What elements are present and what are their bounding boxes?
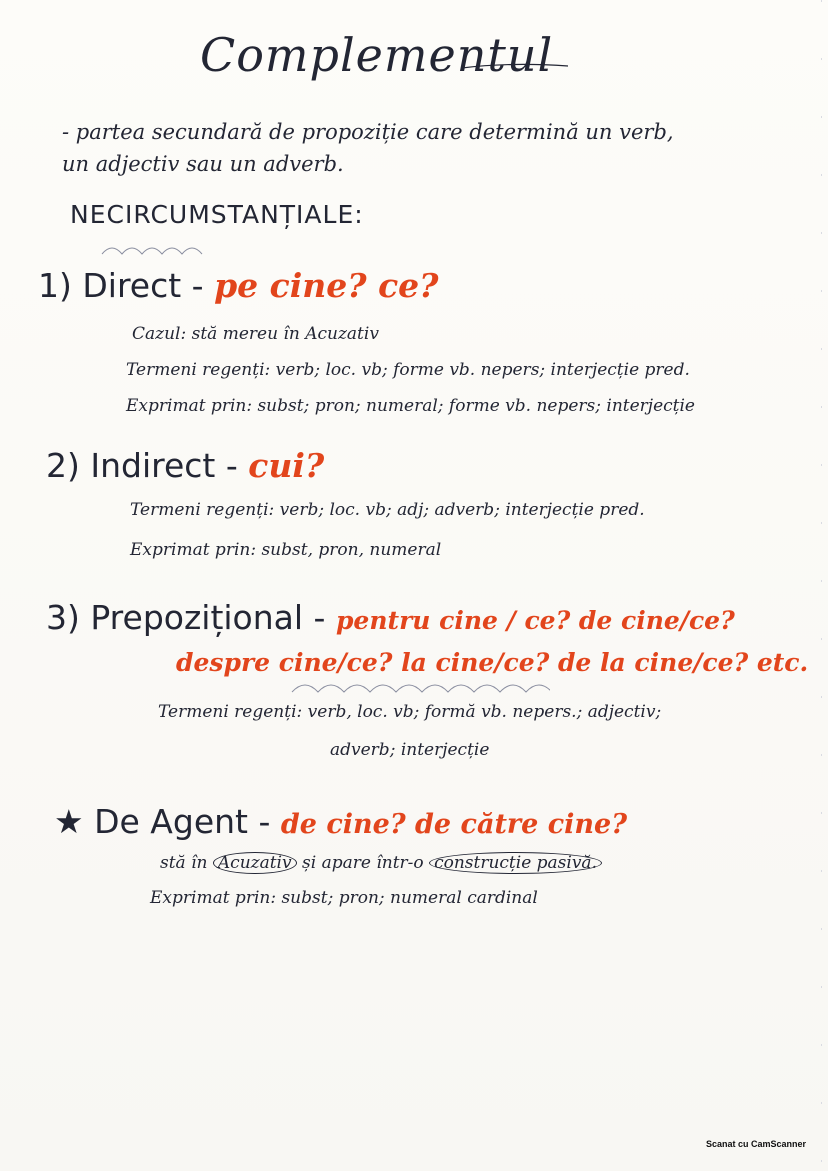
- definition-line-1: - partea secundară de propoziție care determină un verb,: [62, 120, 674, 144]
- indirect-question: cui?: [248, 446, 325, 485]
- prepositional-heading: [46, 598, 735, 637]
- indirect-heading: [46, 446, 324, 485]
- direct-regent-terms: Termeni regenți: verb; loc. vb; forme vb. nepers; interjecție pred.: [126, 360, 690, 380]
- agent-construction-circled: construcție pasivă.: [429, 852, 602, 874]
- prepositional-label: 3) Prepozițional -: [46, 598, 326, 637]
- page-title: Complementul: [200, 28, 554, 82]
- direct-case: Cazul: stă mereu în Acuzativ: [132, 324, 379, 344]
- direct-label: 1) Direct -: [38, 266, 204, 305]
- prepositional-regent-terms-cont: adverb; interjecție: [330, 740, 490, 760]
- agent-label: De Agent -: [94, 802, 271, 841]
- agent-case-pre: stă în: [160, 853, 208, 873]
- page-margin-line: [821, 0, 822, 1171]
- agent-question: de cine? de către cine?: [280, 809, 628, 840]
- agent-case-mid: și apare într-o: [302, 853, 424, 873]
- star-icon: ★: [54, 802, 84, 841]
- direct-expressed-by: Exprimat prin: subst; pron; numeral; forme vb. nepers; interjecție: [126, 396, 695, 416]
- prepositional-question-2: despre cine/ce? la cine/ce? de la cine/ce? etc.: [176, 648, 809, 677]
- prepositional-question-1: pentru cine / ce? de cine/ce?: [335, 606, 735, 635]
- title-underline: [460, 60, 570, 72]
- scanner-watermark: Scanat cu CamScanner: [705, 1139, 806, 1149]
- indirect-label: 2) Indirect -: [46, 446, 238, 485]
- definition-line-2: un adjectiv sau un adverb.: [62, 152, 344, 176]
- agent-case-circled: Acuzativ: [213, 852, 297, 874]
- prepositional-regent-terms: Termeni regenți: verb, loc. vb; formă vb. nepers.; adjectiv;: [158, 702, 662, 722]
- agent-heading: [54, 802, 627, 841]
- heading-squiggle: [100, 244, 220, 258]
- agent-case-line: [160, 852, 602, 874]
- prepositional-squiggle: [290, 680, 550, 698]
- section-heading: NECIRCUMSTANȚIALE:: [70, 200, 364, 229]
- indirect-regent-terms: Termeni regenți: verb; loc. vb; adj; adverb; interjecție pred.: [130, 500, 645, 520]
- direct-question: pe cine? ce?: [214, 266, 439, 305]
- indirect-expressed-by: Exprimat prin: subst, pron, numeral: [130, 540, 442, 560]
- direct-heading: [38, 266, 439, 305]
- agent-expressed-by: Exprimat prin: subst; pron; numeral cardinal: [150, 888, 538, 908]
